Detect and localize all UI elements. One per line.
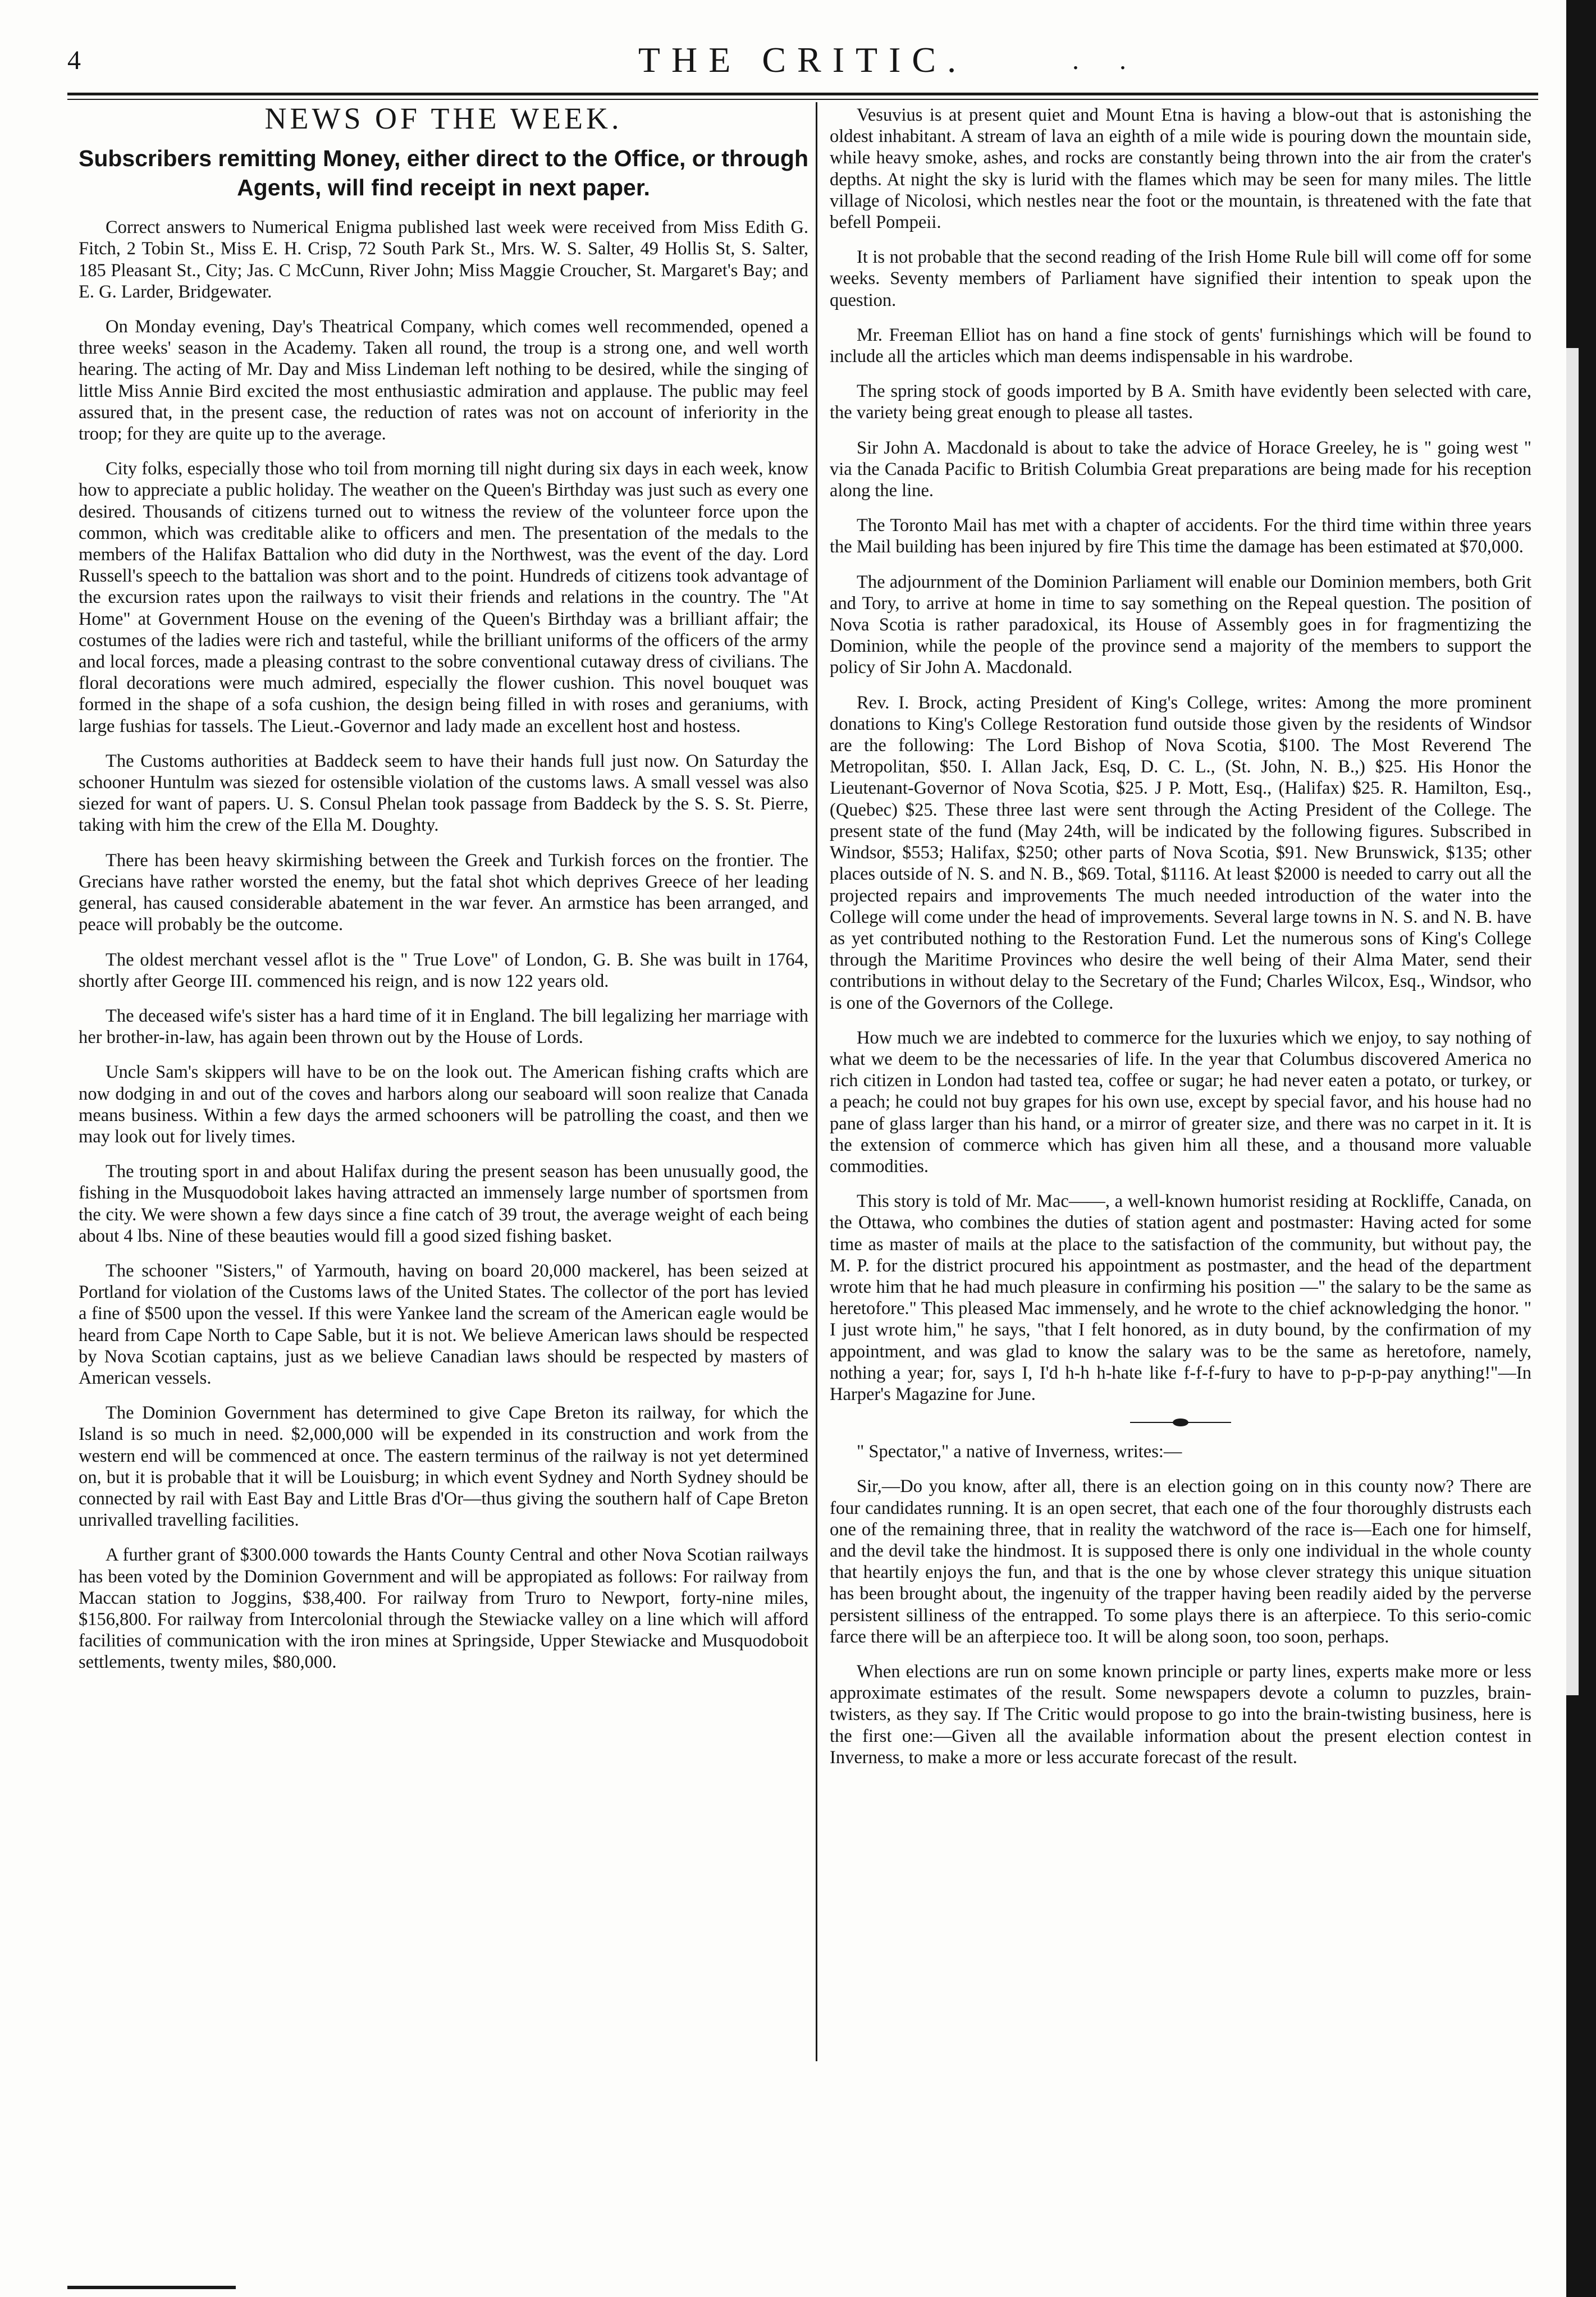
article-paragraph: Vesuvius is at present quiet and Mount Etna is having a blow-out that is astonishing the oldest inhabitant. A stream of lava an eighth of a mile wide is pouring down the mountain side, while heavy smoke, ashes, and rocks are constantly being thrown into the air from the crater's depths. At night the sky is lurid with the flames which may be seen for many miles. The little village of Nicolosi, which nestles near the foot or the mountain, is threatened with the fate that befell Pompeii. xyxy=(830,105,1531,233)
header-rule-thin xyxy=(67,99,1538,100)
article-paragraph: How much we are indebted to commerce for the luxuries which we enjoy, to say nothing of what we deem to be the necessaries of life. In the year that Columbus discovered America no rich citizen in London had tasted tea, coffee or sugar; he had never eaten a potato, or turkey, or a peach; he could not buy grapes for his own use, except by special favor, and his house had no pane of glass larger than his hand, or a mirror of greater size, and there was no carpet in it. It is the extension of commerce which has given him all these, and a thousand more valuable commodities. xyxy=(830,1027,1531,1177)
article-paragraph: It is not probable that the second reading of the Irish Home Rule bill will come off for some weeks. Seventy members of Parliament have signified their intention to speak upon the question. xyxy=(830,247,1531,310)
article-paragraph: The oldest merchant vessel aflot is the " True Love" of London, G. B. She was built in 1764, shortly after George III. commenced his reign, and is now 122 years old. xyxy=(79,949,808,991)
article-paragraph: Rev. I. Brock, acting President of King's College, writes: Among the more prominent donations to King's College Restoration fund outside those given by the residents of Windsor are the following: The Lord Bishop of Nova Scotia, $100. The Most Reverend The Metropolitan, $50. I. Allan Jack, Esq, D. C. L., (St. John, N. B.,) $25. His Honor the Lieutenant-Governor of Nova Scotia, $25. J P. Mott, Esq., (Halifax) $25. R. Hamilton, Esq., (Quebec) $25. These three last were sent through the Acting President of the College. The present state of the fund (May 24th, will be indicated by the following figures. Subscribed in Windsor, $553; Halifax, $250; other parts of Nova Scotia, $91. New Brunswick, $135; other places outside of N. S. and N. B., $69. Total, $1116. At least $2000 is needed to carry out all the projected repairs and improvements The much needed introduction of the water into the College will come under the head of improvements. Several large towns in N. S. and N. B. have as yet contributed nothing to the Restoration Fund. Let the numerous sons of King's College through the Maritime Provinces who desire the well being of their Alma Mater, send their contributions in without delay to the Secretary of the Fund; Charles Wilcox, Esq., Windsor, who is one of the Governors of the College. xyxy=(830,692,1531,1013)
masthead: THE CRITIC. xyxy=(638,40,968,80)
article-paragraph: The spring stock of goods imported by B A. Smith have evidently been selected with care, the variety being great enough to please all tastes. xyxy=(830,381,1531,423)
separator-ornament xyxy=(1173,1419,1188,1426)
article-paragraph: A further grant of $300.000 towards the Hants County Central and other Nova Scotian railways has been voted by the Dominion Government and will be appropiated as follows: For railway from Maccan station to Joggins, $38,400. For railway from Truro to Newport, forty-nine miles, $156,800. For railway from Intercolonial through the Stewiacke valley on a line which will afford facilities of communication with the iron mines at Springside, Upper Stewiacke and Musquodoboit settlements, twenty miles, $80,000. xyxy=(79,1545,808,1673)
column-divider xyxy=(816,102,817,2061)
page-header xyxy=(67,39,1538,95)
scan-edge-margin xyxy=(1566,348,1579,1695)
header-dots: . . xyxy=(1072,45,1143,75)
ornamental-separator xyxy=(1130,1419,1231,1426)
article-paragraph: Sir John A. Macdonald is about to take the advice of Horace Greeley, he is " going west " via the Canada Pacific to British Columbia Great preparations are being made for his reception along the line. xyxy=(830,437,1531,501)
letter-paragraph: Sir,—Do you know, after all, there is an election going on in this county now? There are four candidates running. It is an open secret, that each one of the four thoroughly distrusts each one of the remaining three, that in reality the watchword of the race is—Each one for himself, and the devil take the hindmost. It is supposed there is only one individual in the whole county that heartily enjoys the fun, and that is the one by whose clever strategy this unique situation has been brought about, the ingenuity of the trapper having been readily aided by the perverse persistent silliness of the entrapped. To some plays there is an afterpiece. To this serio-comic farce there will be an afterpiece too. It will be along soon, too soon, perhaps. xyxy=(830,1476,1531,1647)
section-title: NEWS OF THE WEEK. xyxy=(264,102,623,135)
article-paragraph: The deceased wife's sister has a hard time of it in England. The bill legalizing her marriage with her brother-in-law, has again been thrown out by the House of Lords. xyxy=(79,1005,808,1048)
footer-rule xyxy=(67,2286,236,2289)
article-paragraph: The Dominion Government has determined to give Cape Breton its railway, for which the Island is so much in need. $2,000,000 will be expended in its construction and work from the western end will be commenced at once. The eastern terminus of the railway is not yet determined on, but it is probable that it will be Louisburg; in which event Sydney and North Sydney should be connected by rail with East Bay and Little Bras d'Or—thus giving the southern half of Cape Breton unrivalled travelling facilities. xyxy=(79,1403,808,1531)
header-rule-thick xyxy=(67,93,1538,95)
article-paragraph: The Toronto Mail has met with a chapter of accidents. For the third time within three years the Mail building has been injured by fire This time the damage has been estimated at $70,000. xyxy=(830,515,1531,557)
article-paragraph: The Customs authorities at Baddeck seem to have their hands full just now. On Saturday the schooner Huntulm was siezed for ostensible violation of the customs laws. A small vessel was also siezed for want of papers. U. S. Consul Phelan took passage from Baddeck by the S. S. St. Pierre, taking with him the crew of the Ella M. Doughty. xyxy=(79,751,808,836)
article-paragraph: City folks, especially those who toil from morning till night during six days in each week, know how to appreciate a public holiday. The weather on the Queen's Birthday was just such as every one desired. Thousands of citizens turned out to witness the review of the volunteer force upon the common, which was creditable alike to officers and men. The presentation of the medals to the members of the Halifax Battalion who did duty in the Northwest, was the event of the day. Lord Russell's speech to the battalion was short and to the point. Hundreds of citizens took advantage of the excursion rates upon the railways to visit their friends and relations in the country. The "At Home" at Government House on the evening of the Queen's Birthday was a brilliant affair; the costumes of the ladies were rich and tasteful, while the brilliant uniforms of the officers of the army and local forces, made a pleasing contrast to the sobre conventional cutaway dress of civilians. The floral decorations were much admired, especially the flower cushion. This novel bouquet was formed in the shape of a sofa cushion, the design being filled in with roses and geraniums, with large fushias for tassels. The Lieut.-Governor and lady made an excellent host and hostess. xyxy=(79,459,808,736)
article-paragraph: The schooner "Sisters," of Yarmouth, having on board 20,000 mackerel, has been seized at Portland for violation of the Customs laws of the United States. The collector of the port has levied a fine of $500 upon the vessel. If this were Yankee land the scream of the American eagle would be heard from Cape North to Cape Sable, but it is not. We believe American laws should be respected by Nova Scotian captains, just as we believe Canadian laws should be respected by masters of American vessels. xyxy=(79,1260,808,1388)
article-paragraph: The trouting sport in and about Halifax during the present season has been unusually good, the fishing in the Musquodoboit lakes having attracted an immensely large number of sportsmen from the city. We were shown a few days since a fine catch of 39 trout, the average weight of each being about 4 lbs. Nine of these beauties would fill a good sized fishing basket. xyxy=(79,1161,808,1246)
letter-paragraph: When elections are run on some known principle or party lines, experts make more or less approximate estimates of the result. Some newspapers devote a column to puzzles, brain-twisters, as they say. If The Critic would propose to go into the brain-twisting business, here is the first one:—Given all the available information about the present election contest in Inverness, to make a more or less accurate forecast of the result. xyxy=(830,1662,1531,1768)
subscriber-notice: Subscribers remitting Money, either direct to the Office, or through Agents, will find receipt in next paper. xyxy=(79,145,809,201)
left-column xyxy=(79,104,808,1687)
right-column xyxy=(830,104,1531,1782)
article-paragraph: The adjournment of the Dominion Parliament will enable our Dominion members, both Grit and Tory, to arrive at home in time to say something on the Repeal question. The position of Nova Scotia is rather paradoxical, its House of Assembly goes in for fragmentizing the Dominion, while the people of the province send a majority of the members to support the policy of Sir John A. Macdonald. xyxy=(830,571,1531,678)
article-paragraph: This story is told of Mr. Mac——, a well-known humorist residing at Rockliffe, Canada, on the Ottawa, who combines the duties of station agent and postmaster: Having acted for some time as master of mails at the place to the satisfaction of the community, but without pay, the M. P. for the district procured his appointment as postmaster, and the head of the department wrote him that he had much pleasure in confirming his position —" the salary to be the same as heretofore." This pleased Mac immensely, and he wrote to the chief acknowledging the honor. " I just wrote him," he says, "that I felt honored, as in duty bound, by the confirmation of my appointment, and was glad to know the salary was to be the same as heretofore, namely, nothing a year; for, says I, I'd h-h h-hate like f-f-f-fury to have to p-p-p-pay anything!"—In Harper's Magazine for June. xyxy=(830,1191,1531,1404)
article-paragraph: Correct answers to Numerical Enigma published last week were received from Miss Edith G. Fitch, 2 Tobin St., Miss E. H. Crisp, 72 South Park St., Mrs. W. S. Salter, 49 Hollis St, S. Salter, 185 Pleasant St., City; Jas. C McCunn, River John; Miss Maggie Croucher, St. Margaret's Bay; and E. G. Larder, Bridgewater. xyxy=(79,217,808,302)
page-number: 4 xyxy=(67,45,81,75)
article-paragraph: There has been heavy skirmishing between the Greek and Turkish forces on the frontier. The Grecians have rather worsted the enemy, but the fatal shot which deprives Greece of her leading general, has caused considerable abatement in the war fever. An armstice has been arranged, and peace will probably be the outcome. xyxy=(79,850,808,935)
article-paragraph: Uncle Sam's skippers will have to be on the look out. The American fishing crafts which are now dodging in and out of the coves and harbors along our seaboard will soon realize that Canada means business. Within a few days the armed schooners will be patrolling the coast, and then we may look out for lively times. xyxy=(79,1062,808,1147)
article-paragraph: Mr. Freeman Elliot has on hand a fine stock of gents' furnishings which will be found to include all the articles which man deems indispensable in his wardrobe. xyxy=(830,324,1531,367)
article-paragraph: On Monday evening, Day's Theatrical Company, which comes well recommended, opened a three weeks' season in the Academy. Taken all round, the troup is a strong one, and well worth hearing. The acting of Mr. Day and Miss Lindeman left nothing to be desired, while the singing of little Miss Annie Bird excited the most enthusiastic admiration and applause. The public may feel assured that, in the present case, the reduction of rates was not on account of inferiority in the troop; for they are quite up to the average. xyxy=(79,317,808,445)
letter-intro: " Spectator," a native of Inverness, writes:— xyxy=(857,1442,1182,1462)
